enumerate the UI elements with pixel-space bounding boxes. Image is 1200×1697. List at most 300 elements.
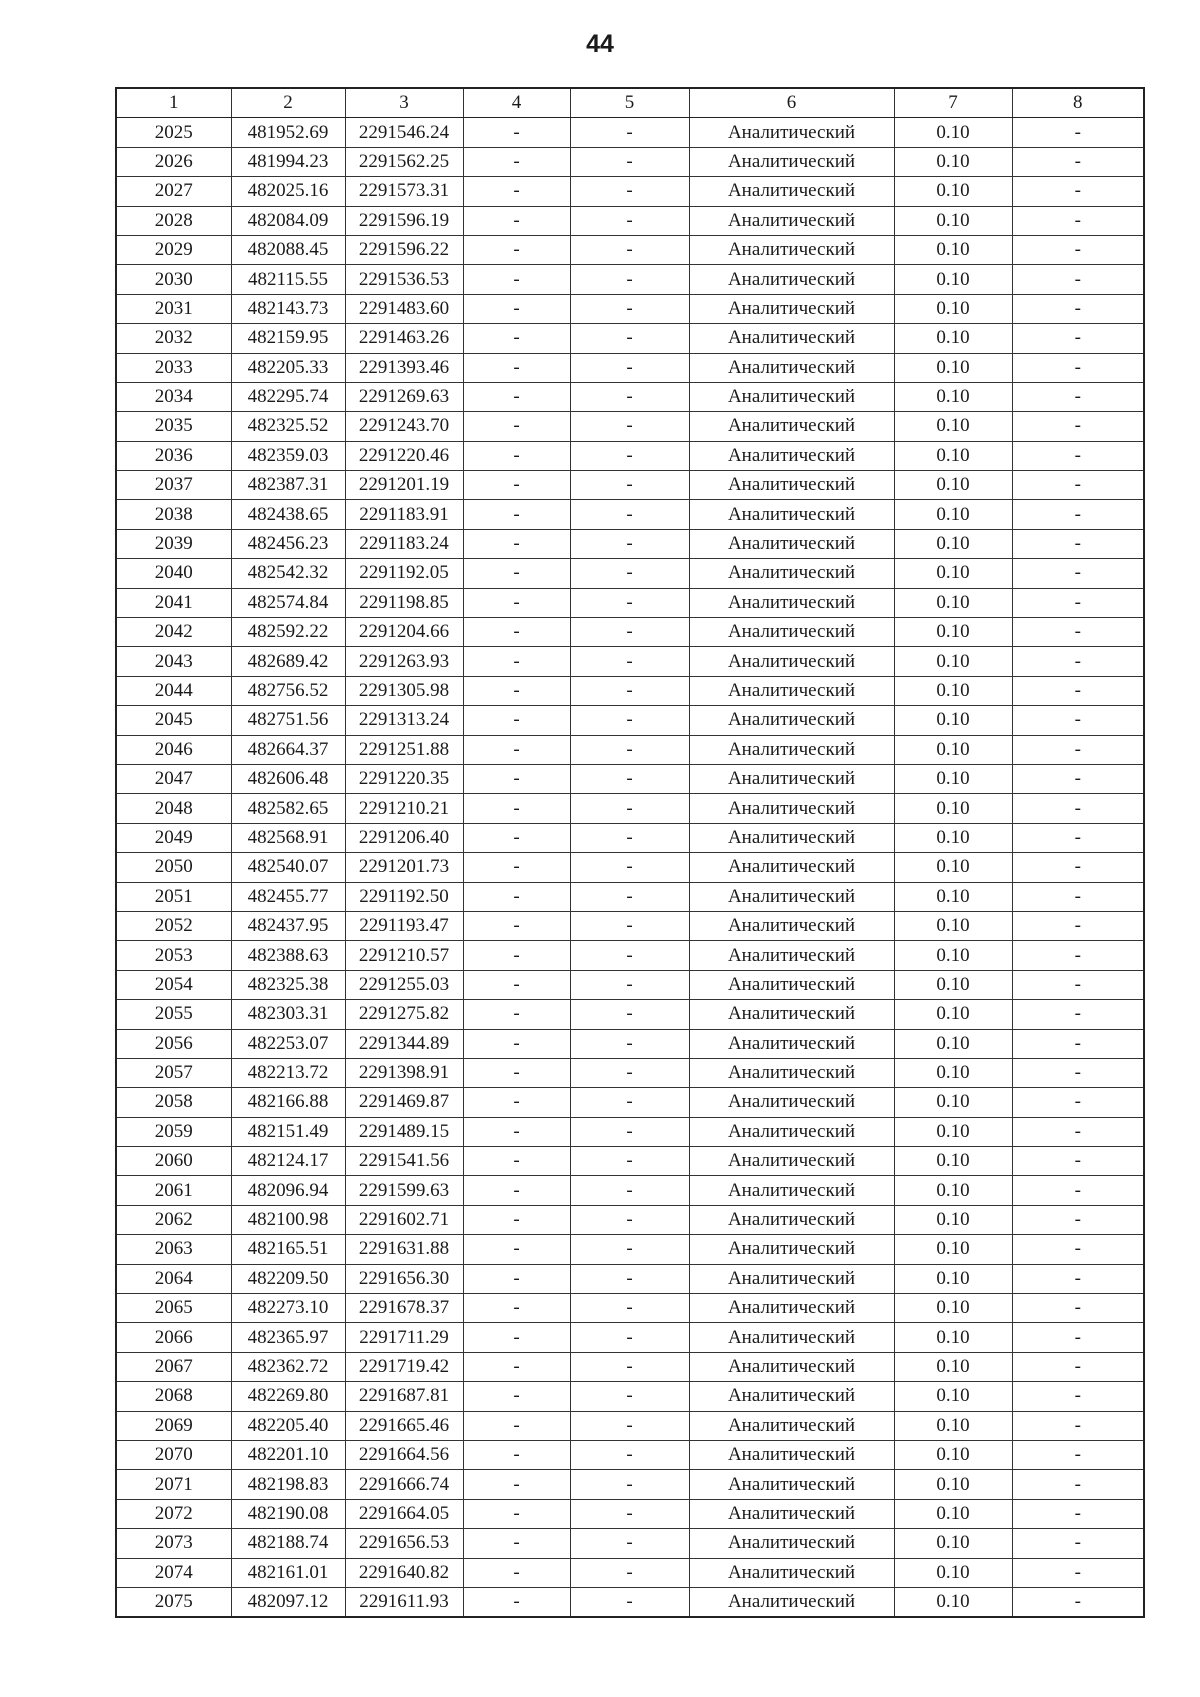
cell-col-5: - <box>570 588 689 617</box>
cell-point-number: 2046 <box>116 735 231 764</box>
column-header-8: 8 <box>1012 88 1144 118</box>
cell-col-4: - <box>463 147 570 176</box>
cell-accuracy: 0.10 <box>894 353 1012 382</box>
cell-col-5: - <box>570 1147 689 1176</box>
cell-point-number: 2035 <box>116 412 231 441</box>
cell-point-number: 2075 <box>116 1587 231 1617</box>
cell-coord-x: 482456.23 <box>231 529 345 558</box>
cell-coord-y: 2291602.71 <box>345 1205 463 1234</box>
cell-accuracy: 0.10 <box>894 618 1012 647</box>
cell-point-number: 2049 <box>116 823 231 852</box>
cell-col-8: - <box>1012 618 1144 647</box>
cell-accuracy: 0.10 <box>894 794 1012 823</box>
cell-coord-x: 482096.94 <box>231 1176 345 1205</box>
cell-col-5: - <box>570 294 689 323</box>
cell-method: Аналитический <box>689 529 894 558</box>
table-row <box>116 1088 1144 1117</box>
cell-col-4: - <box>463 1352 570 1381</box>
cell-accuracy: 0.10 <box>894 1529 1012 1558</box>
cell-accuracy: 0.10 <box>894 235 1012 264</box>
cell-coord-y: 2291201.73 <box>345 853 463 882</box>
cell-method: Аналитический <box>689 764 894 793</box>
cell-col-4: - <box>463 382 570 411</box>
cell-col-5: - <box>570 441 689 470</box>
cell-col-5: - <box>570 823 689 852</box>
column-header-5: 5 <box>570 88 689 118</box>
cell-coord-y: 2291656.30 <box>345 1264 463 1293</box>
cell-coord-x: 482161.01 <box>231 1558 345 1587</box>
cell-col-8: - <box>1012 647 1144 676</box>
cell-point-number: 2060 <box>116 1147 231 1176</box>
cell-col-5: - <box>570 559 689 588</box>
cell-col-4: - <box>463 1470 570 1499</box>
cell-coord-x: 482025.16 <box>231 177 345 206</box>
cell-method: Аналитический <box>689 588 894 617</box>
cell-coord-y: 2291305.98 <box>345 676 463 705</box>
cell-col-8: - <box>1012 1176 1144 1205</box>
cell-method: Аналитический <box>689 1499 894 1528</box>
cell-coord-x: 482124.17 <box>231 1147 345 1176</box>
cell-col-4: - <box>463 1264 570 1293</box>
cell-col-8: - <box>1012 147 1144 176</box>
cell-coord-x: 482143.73 <box>231 294 345 323</box>
cell-col-8: - <box>1012 794 1144 823</box>
cell-coord-y: 2291398.91 <box>345 1058 463 1087</box>
cell-point-number: 2055 <box>116 1000 231 1029</box>
cell-col-5: - <box>570 353 689 382</box>
table-row <box>116 764 1144 793</box>
cell-accuracy: 0.10 <box>894 1587 1012 1617</box>
cell-point-number: 2036 <box>116 441 231 470</box>
cell-accuracy: 0.10 <box>894 1323 1012 1352</box>
cell-col-8: - <box>1012 412 1144 441</box>
cell-coord-y: 2291719.42 <box>345 1352 463 1381</box>
table-row <box>116 1000 1144 1029</box>
cell-coord-y: 2291611.93 <box>345 1587 463 1617</box>
cell-col-5: - <box>570 764 689 793</box>
cell-col-4: - <box>463 941 570 970</box>
cell-point-number: 2026 <box>116 147 231 176</box>
cell-coord-y: 2291183.91 <box>345 500 463 529</box>
cell-col-5: - <box>570 1470 689 1499</box>
cell-coord-y: 2291201.19 <box>345 471 463 500</box>
cell-col-8: - <box>1012 1499 1144 1528</box>
cell-coord-x: 482359.03 <box>231 441 345 470</box>
cell-col-8: - <box>1012 1088 1144 1117</box>
cell-coord-x: 482159.95 <box>231 324 345 353</box>
cell-coord-x: 482213.72 <box>231 1058 345 1087</box>
table-row <box>116 1529 1144 1558</box>
cell-col-8: - <box>1012 206 1144 235</box>
cell-col-4: - <box>463 559 570 588</box>
cell-accuracy: 0.10 <box>894 1205 1012 1234</box>
cell-method: Аналитический <box>689 1264 894 1293</box>
cell-col-8: - <box>1012 1411 1144 1440</box>
cell-coord-x: 482362.72 <box>231 1352 345 1381</box>
cell-coord-y: 2291204.66 <box>345 618 463 647</box>
cell-method: Аналитический <box>689 1294 894 1323</box>
cell-col-4: - <box>463 1235 570 1264</box>
cell-point-number: 2067 <box>116 1352 231 1381</box>
cell-col-4: - <box>463 794 570 823</box>
cell-col-5: - <box>570 500 689 529</box>
cell-col-5: - <box>570 618 689 647</box>
cell-col-5: - <box>570 412 689 441</box>
cell-point-number: 2030 <box>116 265 231 294</box>
table-row <box>116 294 1144 323</box>
cell-method: Аналитический <box>689 471 894 500</box>
cell-coord-y: 2291631.88 <box>345 1235 463 1264</box>
cell-col-5: - <box>570 471 689 500</box>
cell-col-8: - <box>1012 1382 1144 1411</box>
cell-coord-y: 2291251.88 <box>345 735 463 764</box>
cell-coord-x: 482166.88 <box>231 1088 345 1117</box>
cell-accuracy: 0.10 <box>894 1235 1012 1264</box>
cell-col-8: - <box>1012 1117 1144 1146</box>
cell-col-5: - <box>570 1000 689 1029</box>
cell-accuracy: 0.10 <box>894 1264 1012 1293</box>
cell-accuracy: 0.10 <box>894 823 1012 852</box>
cell-method: Аналитический <box>689 706 894 735</box>
cell-col-5: - <box>570 324 689 353</box>
cell-coord-x: 482387.31 <box>231 471 345 500</box>
cell-accuracy: 0.10 <box>894 1147 1012 1176</box>
cell-accuracy: 0.10 <box>894 500 1012 529</box>
cell-method: Аналитический <box>689 500 894 529</box>
table-row <box>116 235 1144 264</box>
table-row <box>116 970 1144 999</box>
table-row <box>116 1117 1144 1146</box>
table-row <box>116 206 1144 235</box>
cell-accuracy: 0.10 <box>894 206 1012 235</box>
cell-point-number: 2050 <box>116 853 231 882</box>
cell-coord-x: 482253.07 <box>231 1029 345 1058</box>
cell-accuracy: 0.10 <box>894 441 1012 470</box>
cell-col-4: - <box>463 1117 570 1146</box>
cell-col-4: - <box>463 1000 570 1029</box>
cell-coord-x: 482437.95 <box>231 911 345 940</box>
cell-col-8: - <box>1012 588 1144 617</box>
cell-coord-y: 2291562.25 <box>345 147 463 176</box>
cell-point-number: 2061 <box>116 1176 231 1205</box>
cell-col-5: - <box>570 735 689 764</box>
cell-col-8: - <box>1012 1352 1144 1381</box>
cell-coord-x: 482756.52 <box>231 676 345 705</box>
cell-coord-y: 2291599.63 <box>345 1176 463 1205</box>
table-row <box>116 1029 1144 1058</box>
cell-coord-x: 482097.12 <box>231 1587 345 1617</box>
cell-method: Аналитический <box>689 853 894 882</box>
cell-method: Аналитический <box>689 794 894 823</box>
cell-point-number: 2045 <box>116 706 231 735</box>
cell-accuracy: 0.10 <box>894 1470 1012 1499</box>
cell-col-5: - <box>570 1088 689 1117</box>
cell-coord-x: 482209.50 <box>231 1264 345 1293</box>
cell-col-4: - <box>463 1587 570 1617</box>
cell-col-4: - <box>463 353 570 382</box>
cell-coord-y: 2291656.53 <box>345 1529 463 1558</box>
table-row <box>116 529 1144 558</box>
table-row <box>116 1440 1144 1469</box>
cell-accuracy: 0.10 <box>894 1058 1012 1087</box>
cell-col-5: - <box>570 1323 689 1352</box>
cell-method: Аналитический <box>689 1440 894 1469</box>
cell-coord-x: 482115.55 <box>231 265 345 294</box>
cell-method: Аналитический <box>689 1558 894 1587</box>
cell-accuracy: 0.10 <box>894 265 1012 294</box>
cell-accuracy: 0.10 <box>894 118 1012 147</box>
cell-col-5: - <box>570 853 689 882</box>
cell-point-number: 2043 <box>116 647 231 676</box>
cell-method: Аналитический <box>689 382 894 411</box>
table-row <box>116 618 1144 647</box>
cell-col-8: - <box>1012 441 1144 470</box>
cell-method: Аналитический <box>689 206 894 235</box>
cell-col-5: - <box>570 265 689 294</box>
cell-accuracy: 0.10 <box>894 941 1012 970</box>
cell-col-8: - <box>1012 706 1144 735</box>
cell-point-number: 2069 <box>116 1411 231 1440</box>
cell-point-number: 2070 <box>116 1440 231 1469</box>
cell-col-8: - <box>1012 1264 1144 1293</box>
cell-accuracy: 0.10 <box>894 911 1012 940</box>
cell-col-8: - <box>1012 1235 1144 1264</box>
cell-coord-y: 2291640.82 <box>345 1558 463 1587</box>
cell-method: Аналитический <box>689 1352 894 1381</box>
cell-method: Аналитический <box>689 294 894 323</box>
cell-accuracy: 0.10 <box>894 1440 1012 1469</box>
cell-point-number: 2037 <box>116 471 231 500</box>
table-row <box>116 1176 1144 1205</box>
table-row <box>116 118 1144 147</box>
cell-col-4: - <box>463 206 570 235</box>
table-row <box>116 647 1144 676</box>
cell-coord-x: 482269.80 <box>231 1382 345 1411</box>
cell-col-4: - <box>463 177 570 206</box>
cell-col-8: - <box>1012 559 1144 588</box>
cell-col-4: - <box>463 1294 570 1323</box>
cell-col-8: - <box>1012 353 1144 382</box>
cell-accuracy: 0.10 <box>894 647 1012 676</box>
cell-coord-x: 482455.77 <box>231 882 345 911</box>
table-row <box>116 735 1144 764</box>
cell-col-5: - <box>570 911 689 940</box>
cell-point-number: 2054 <box>116 970 231 999</box>
cell-col-8: - <box>1012 911 1144 940</box>
cell-method: Аналитический <box>689 118 894 147</box>
cell-coord-y: 2291210.21 <box>345 794 463 823</box>
cell-method: Аналитический <box>689 235 894 264</box>
cell-coord-y: 2291573.31 <box>345 177 463 206</box>
cell-accuracy: 0.10 <box>894 382 1012 411</box>
cell-col-4: - <box>463 970 570 999</box>
cell-col-4: - <box>463 764 570 793</box>
cell-col-4: - <box>463 588 570 617</box>
cell-col-8: - <box>1012 853 1144 882</box>
cell-method: Аналитический <box>689 265 894 294</box>
table-row <box>116 853 1144 882</box>
table-row <box>116 1499 1144 1528</box>
table-row <box>116 500 1144 529</box>
cell-coord-y: 2291596.19 <box>345 206 463 235</box>
cell-accuracy: 0.10 <box>894 970 1012 999</box>
cell-method: Аналитический <box>689 823 894 852</box>
cell-point-number: 2042 <box>116 618 231 647</box>
cell-coord-y: 2291469.87 <box>345 1088 463 1117</box>
table-row <box>116 324 1144 353</box>
cell-point-number: 2031 <box>116 294 231 323</box>
cell-col-5: - <box>570 1235 689 1264</box>
table-row <box>116 559 1144 588</box>
cell-col-4: - <box>463 471 570 500</box>
cell-point-number: 2048 <box>116 794 231 823</box>
cell-point-number: 2047 <box>116 764 231 793</box>
cell-coord-x: 482205.40 <box>231 1411 345 1440</box>
cell-accuracy: 0.10 <box>894 764 1012 793</box>
cell-method: Аналитический <box>689 559 894 588</box>
cell-point-number: 2073 <box>116 1529 231 1558</box>
cell-point-number: 2044 <box>116 676 231 705</box>
cell-accuracy: 0.10 <box>894 676 1012 705</box>
table-body <box>116 118 1144 1617</box>
cell-coord-x: 482165.51 <box>231 1235 345 1264</box>
cell-coord-y: 2291198.85 <box>345 588 463 617</box>
cell-coord-y: 2291596.22 <box>345 235 463 264</box>
cell-col-5: - <box>570 147 689 176</box>
cell-coord-y: 2291263.93 <box>345 647 463 676</box>
cell-coord-y: 2291666.74 <box>345 1470 463 1499</box>
cell-point-number: 2032 <box>116 324 231 353</box>
cell-method: Аналитический <box>689 1235 894 1264</box>
cell-point-number: 2028 <box>116 206 231 235</box>
cell-col-8: - <box>1012 235 1144 264</box>
cell-coord-y: 2291220.35 <box>345 764 463 793</box>
cell-col-8: - <box>1012 823 1144 852</box>
cell-coord-y: 2291664.05 <box>345 1499 463 1528</box>
cell-coord-y: 2291678.37 <box>345 1294 463 1323</box>
cell-coord-x: 482582.65 <box>231 794 345 823</box>
cell-accuracy: 0.10 <box>894 1294 1012 1323</box>
cell-col-5: - <box>570 529 689 558</box>
cell-accuracy: 0.10 <box>894 706 1012 735</box>
cell-coord-y: 2291206.40 <box>345 823 463 852</box>
cell-accuracy: 0.10 <box>894 1558 1012 1587</box>
cell-point-number: 2033 <box>116 353 231 382</box>
cell-col-4: - <box>463 500 570 529</box>
cell-coord-x: 482325.52 <box>231 412 345 441</box>
cell-method: Аналитический <box>689 647 894 676</box>
column-header-3: 3 <box>345 88 463 118</box>
cell-col-4: - <box>463 1205 570 1234</box>
cell-accuracy: 0.10 <box>894 735 1012 764</box>
cell-col-8: - <box>1012 1470 1144 1499</box>
cell-coord-y: 2291192.05 <box>345 559 463 588</box>
table-row <box>116 441 1144 470</box>
cell-accuracy: 0.10 <box>894 1382 1012 1411</box>
cell-method: Аналитический <box>689 412 894 441</box>
table-row <box>116 1205 1144 1234</box>
cell-coord-y: 2291313.24 <box>345 706 463 735</box>
cell-method: Аналитический <box>689 911 894 940</box>
cell-method: Аналитический <box>689 353 894 382</box>
cell-coord-x: 482540.07 <box>231 853 345 882</box>
cell-col-4: - <box>463 118 570 147</box>
cell-coord-y: 2291711.29 <box>345 1323 463 1352</box>
cell-point-number: 2071 <box>116 1470 231 1499</box>
cell-col-5: - <box>570 1587 689 1617</box>
table-row <box>116 1323 1144 1352</box>
table-row <box>116 1058 1144 1087</box>
cell-point-number: 2029 <box>116 235 231 264</box>
cell-col-4: - <box>463 265 570 294</box>
cell-coord-y: 2291210.57 <box>345 941 463 970</box>
table-row <box>116 882 1144 911</box>
table-row <box>116 1587 1144 1617</box>
cell-col-4: - <box>463 1058 570 1087</box>
cell-col-5: - <box>570 882 689 911</box>
cell-coord-y: 2291275.82 <box>345 1000 463 1029</box>
cell-col-8: - <box>1012 676 1144 705</box>
cell-coord-y: 2291536.53 <box>345 265 463 294</box>
cell-col-5: - <box>570 118 689 147</box>
cell-method: Аналитический <box>689 618 894 647</box>
cell-coord-x: 482574.84 <box>231 588 345 617</box>
cell-coord-y: 2291344.89 <box>345 1029 463 1058</box>
cell-col-4: - <box>463 1088 570 1117</box>
table-row <box>116 588 1144 617</box>
cell-col-4: - <box>463 676 570 705</box>
cell-point-number: 2062 <box>116 1205 231 1234</box>
cell-coord-y: 2291665.46 <box>345 1411 463 1440</box>
cell-method: Аналитический <box>689 970 894 999</box>
cell-accuracy: 0.10 <box>894 294 1012 323</box>
cell-col-5: - <box>570 676 689 705</box>
cell-col-4: - <box>463 823 570 852</box>
cell-coord-y: 2291546.24 <box>345 118 463 147</box>
cell-col-8: - <box>1012 118 1144 147</box>
cell-method: Аналитический <box>689 1470 894 1499</box>
cell-coord-x: 481952.69 <box>231 118 345 147</box>
cell-point-number: 2063 <box>116 1235 231 1264</box>
cell-col-4: - <box>463 735 570 764</box>
cell-coord-y: 2291193.47 <box>345 911 463 940</box>
cell-accuracy: 0.10 <box>894 147 1012 176</box>
cell-col-4: - <box>463 529 570 558</box>
table-row <box>116 1352 1144 1381</box>
cell-method: Аналитический <box>689 882 894 911</box>
cell-col-8: - <box>1012 265 1144 294</box>
cell-col-5: - <box>570 1499 689 1528</box>
cell-col-8: - <box>1012 1529 1144 1558</box>
cell-col-4: - <box>463 1440 570 1469</box>
cell-col-8: - <box>1012 1323 1144 1352</box>
cell-col-8: - <box>1012 471 1144 500</box>
cell-accuracy: 0.10 <box>894 177 1012 206</box>
cell-col-8: - <box>1012 1587 1144 1617</box>
cell-col-4: - <box>463 1499 570 1528</box>
cell-col-4: - <box>463 1558 570 1587</box>
cell-col-5: - <box>570 1205 689 1234</box>
cell-col-8: - <box>1012 764 1144 793</box>
cell-col-8: - <box>1012 735 1144 764</box>
cell-col-4: - <box>463 1147 570 1176</box>
cell-coord-y: 2291255.03 <box>345 970 463 999</box>
cell-accuracy: 0.10 <box>894 1000 1012 1029</box>
cell-coord-x: 482689.42 <box>231 647 345 676</box>
cell-point-number: 2038 <box>116 500 231 529</box>
cell-method: Аналитический <box>689 1411 894 1440</box>
cell-col-8: - <box>1012 382 1144 411</box>
